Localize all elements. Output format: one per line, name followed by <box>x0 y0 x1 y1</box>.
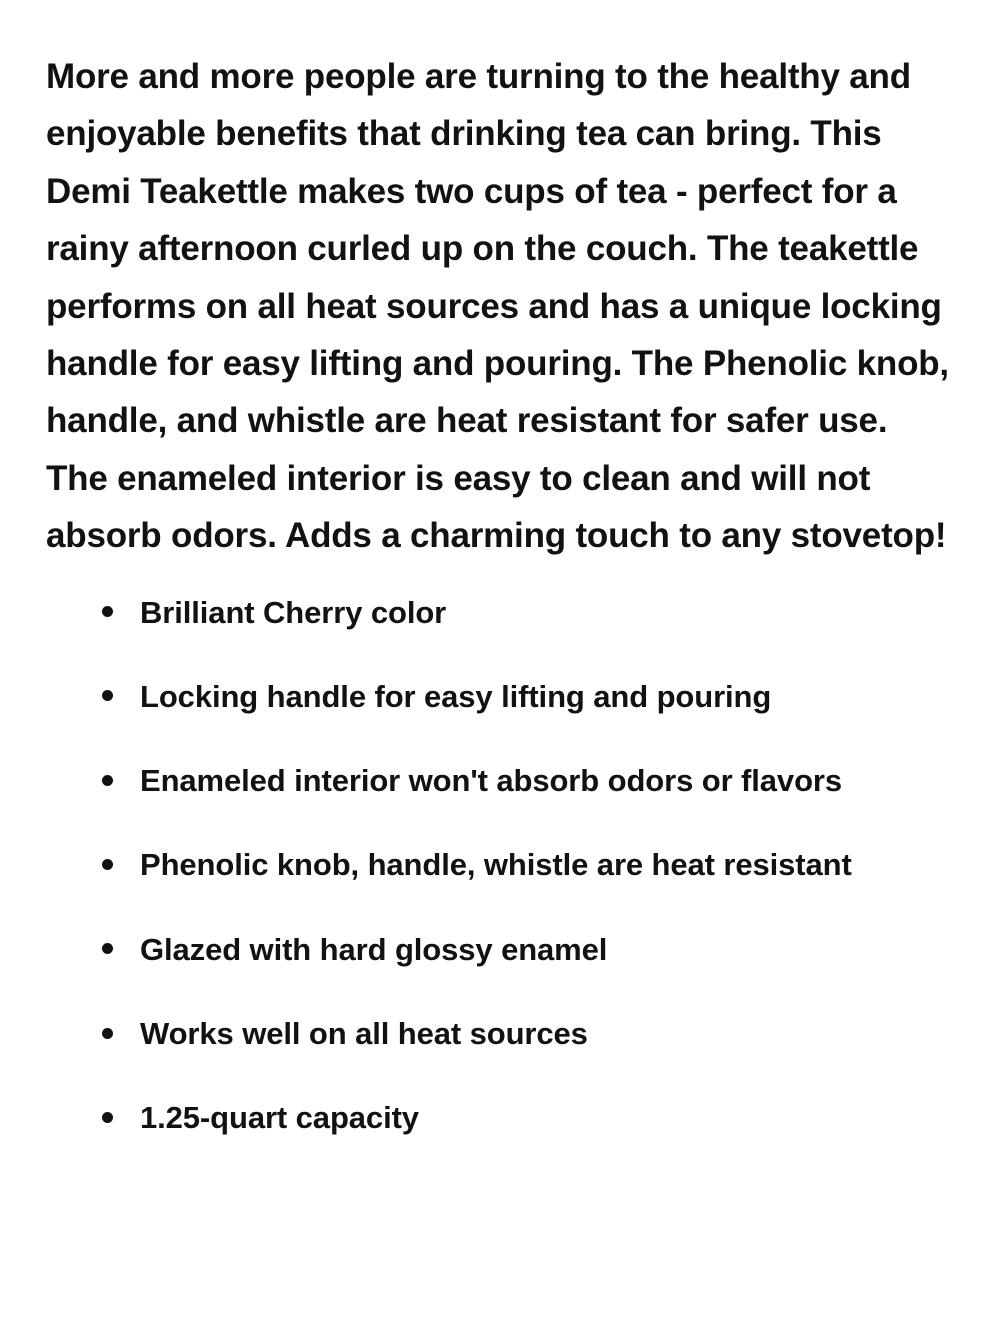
list-item-label: Glazed with hard glossy enamel <box>140 931 608 967</box>
list-item-label: Brilliant Cherry color <box>140 594 447 630</box>
list-item-label: Locking handle for easy lifting and pouring <box>140 678 772 714</box>
bullet-icon <box>102 943 113 954</box>
bullet-icon <box>102 775 113 786</box>
bullet-icon <box>102 606 113 617</box>
list-item-label: Phenolic knob, handle, whistle are heat resistant <box>140 847 852 883</box>
bullet-icon <box>102 1028 113 1039</box>
product-feature-list <box>46 593 950 1139</box>
list-item-label: Enameled interior won't absorb odors or flavors <box>140 763 843 799</box>
list-item <box>46 593 950 633</box>
bullet-icon <box>102 859 113 870</box>
list-item-label: 1.25-quart capacity <box>140 1100 419 1136</box>
product-description-paragraph: More and more people are turning to the healthy and enjoyable benefits that drinking tea can bring. This Demi Teakettle makes two cups of tea - perfect for a rainy afternoon curled up on the couch. The teakettle performs on all heat sources and has a unique locking handle for easy lifting and pouring. The Phenolic knob, handle, and whistle are heat resistant for safer use. The enameled interior is easy to clean and will not absorb odors. Adds a charming touch to any stovetop! <box>46 57 949 556</box>
list-item <box>46 930 950 970</box>
bullet-icon <box>102 1112 113 1123</box>
list-item-label: Works well on all heat sources <box>140 1016 588 1051</box>
list-item <box>46 1098 950 1138</box>
list-item <box>46 677 950 717</box>
list-item <box>46 845 950 885</box>
list-item <box>46 1014 950 1054</box>
bullet-icon <box>102 690 113 701</box>
list-item <box>46 761 950 801</box>
